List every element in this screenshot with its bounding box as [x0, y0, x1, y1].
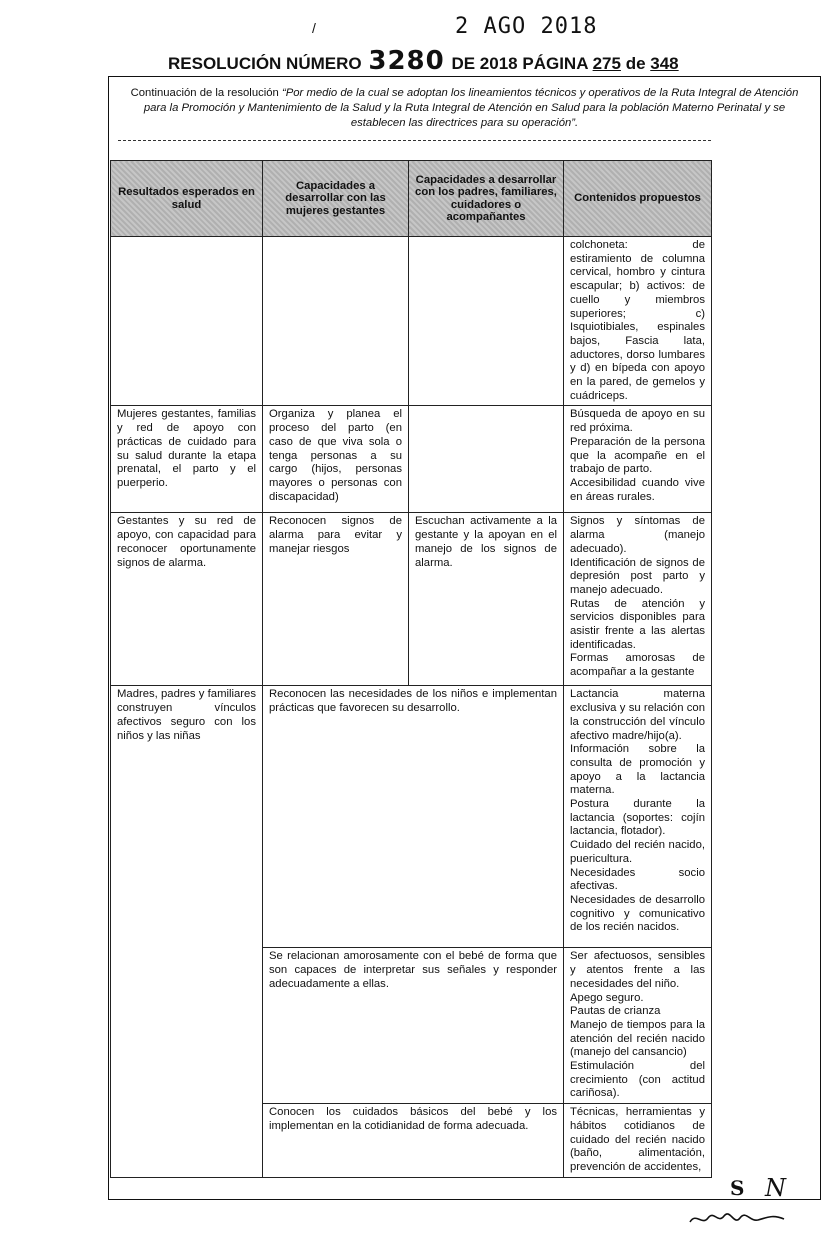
content-item: Pautas de crianza [570, 1005, 661, 1018]
resultado-cell: Mujeres gestantes, familias y red de apoyo con prácticas de cuidado para su salud durante la etapa prenatal, el parto y el puerperio. [111, 406, 263, 513]
content-item: Información sobre la consulta de promoción y apoyo a la lactancia materna. [570, 743, 705, 797]
contenidos-cell [564, 406, 712, 513]
capacidad-merged-cell: Se relacionan amorosamente con el bebé de forma que son capaces de interpretar sus señales y responder adecuadamente a ellas. [263, 948, 564, 1104]
content-item: Manejo de tiempos para la atención del recién nacido (manejo del cansancio) [570, 1018, 705, 1059]
content-item: Accesibilidad cuando vive en áreas rurales. [570, 476, 705, 503]
capacidad-gestante-cell: Organiza y planea el proceso del parto (en caso de que viva sola o tenga personas a su cargo (hijos, personas mayores o personas con discapacidad) [263, 406, 409, 513]
table-cell [111, 237, 263, 406]
table-cell [263, 237, 409, 406]
resultado-cell: Madres, padres y familiares construyen vínculos afectivos seguro con los niños y las niñas [111, 686, 263, 1177]
contenidos-cell [564, 948, 712, 1104]
contenidos-cell [564, 686, 712, 948]
header-resultados: Resultados esperados en salud [111, 161, 263, 237]
stamp-mark: / [312, 20, 316, 36]
table-row [111, 406, 712, 513]
header-contenidos: Contenidos propuestos [564, 161, 712, 237]
handwritten-signature [688, 1210, 788, 1228]
content-item: Cuidado del recién nacido, puericultura. [570, 839, 705, 865]
content-item: Signos y síntomas de alarma (manejo adecuado). [570, 515, 705, 555]
content-item: Búsqueda de apoyo en su red próxima. [570, 408, 705, 435]
header-de-year: DE 2018 PÁGINA [451, 54, 588, 73]
intro-lead: Continuación de la resolución [130, 87, 279, 99]
content-item: Necesidades socio afectivas. [570, 866, 705, 893]
content-item: Necesidades de desarrollo cognitivo y comunicativo de los recién nacidos. [570, 893, 705, 934]
initial-mark: S [730, 1176, 745, 1200]
resultado-cell: Gestantes y su red de apoyo, con capacidad para reconocer oportunamente signos de alarma. [111, 513, 263, 686]
header-de: de [625, 54, 646, 73]
content-item: Apego seguro. [570, 991, 644, 1004]
initial-mark: N [765, 1174, 786, 1202]
header-prefix: RESOLUCIÓN NÚMERO [168, 54, 362, 73]
table-row [111, 686, 712, 948]
resolution-header [168, 46, 679, 76]
content-item: Postura durante la lactancia (soportes: cojín lactancia, flotador). [570, 798, 705, 838]
stamp-date: 2 AGO 2018 [455, 14, 598, 39]
table-cell [409, 237, 564, 406]
content-item: Ser afectuosos, sensibles y atentos frente a las necesidades del niño. [570, 950, 705, 990]
capacidad-familiares-cell: Escuchan activamente a la gestante y la apoyan en el manejo de los signos de alarma. [409, 513, 564, 686]
content-item: Formas amorosas de acompañar a la gestante [570, 652, 705, 679]
table-cell [409, 406, 564, 513]
content-table [110, 160, 712, 1178]
intro-quote: “Por medio de la cual se adoptan los lineamientos técnicos y operativos de la Ruta Integral de Atención para la Promoción y Mantenimiento de la Salud y la Ruta Integral de Atención en Salud para la población Materno Perinatal y se establecen las directrices para su operación”. [143, 87, 799, 129]
capacidad-merged-cell: Conocen los cuidados básicos del bebé y los implementan en la cotidianidad de forma adecuada. [263, 1104, 564, 1178]
capacidad-gestante-cell: Reconocen signos de alarma para evitar y manejar riesgos [263, 513, 409, 686]
header-capacidades-familiares: Capacidades a desarrollar con los padres, familiares, cuidadores o acompañantes [409, 161, 564, 237]
intro-paragraph [118, 86, 811, 131]
content-item: Lactancia materna exclusiva y su relación con la construcción del vínculo afectivo madre/hijo(a). [570, 688, 705, 742]
contenidos-cell: colchoneta: de estiramiento de columna cervical, hombro y cintura escapular; b) activos: de cuello y miembros superiores; c) Isquiotibiales, espinales bajos, Fascia lata, aductores, dorso lumbares y d) en bípeda con apoyo en la pared, de gemelos y cuádriceps. [564, 237, 712, 406]
content-item: Estimulación del crecimiento (con actitud cariñosa). [570, 1060, 705, 1100]
resolution-number: 3280 [368, 46, 445, 76]
content-item: Rutas de atención y servicios disponibles para asistir frente a las alertas identificadas. [570, 597, 705, 651]
table-row [111, 237, 712, 406]
header-capacidades-gestantes: Capacidades a desarrollar con las mujeres gestantes [263, 161, 409, 237]
capacidad-merged-cell: Reconocen las necesidades de los niños e implementan prácticas que favorecen su desarrollo. [263, 686, 564, 948]
total-pages: 348 [650, 54, 679, 73]
page-number: 275 [592, 54, 621, 73]
table-header-row [111, 161, 712, 237]
contenidos-cell [564, 513, 712, 686]
content-item: Identificación de signos de depresión post parto y manejo adecuado. [570, 556, 705, 596]
table-row [111, 513, 712, 686]
dashed-divider [118, 140, 711, 141]
content-item: Preparación de la persona que la acompañe en el trabajo de parto. [570, 435, 705, 476]
contenidos-cell: Técnicas, herramientas y hábitos cotidianos de cuidado del recién nacido (baño, alimentación, prevención de accidentes, [564, 1104, 712, 1178]
